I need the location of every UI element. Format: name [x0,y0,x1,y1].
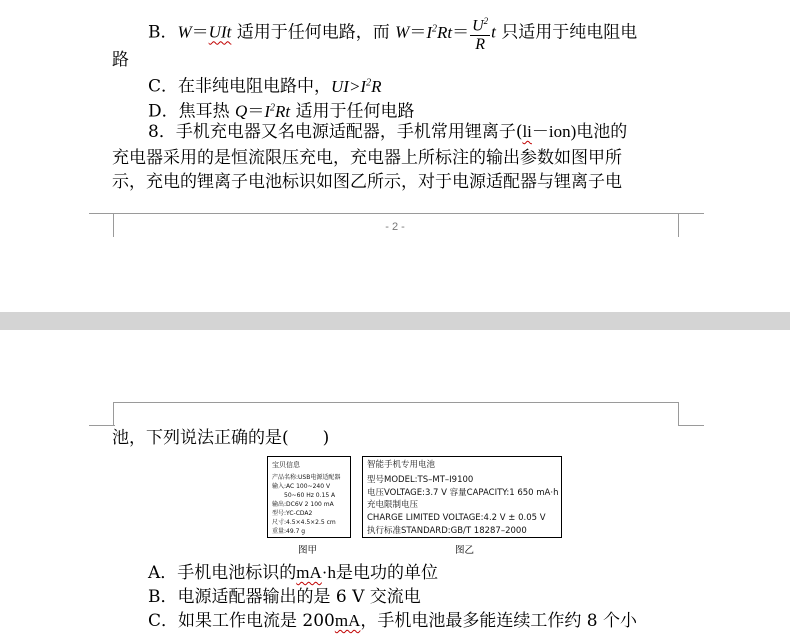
figure-a-line: 产品名称:USB电源适配器 [272,474,341,481]
option-b-letter: B． [148,22,178,43]
header-rule [113,402,679,403]
figure-b-title: 智能手机专用电池 [367,460,436,470]
equals-sign: ＝ [247,101,265,122]
formula-ui-gt-i2r: $UI>I^2R$ [331,76,382,96]
figure-a-line: 型号:YC-CDA2 [272,510,313,517]
footer-rule [113,213,679,214]
option-d-text: D．焦耳热 [148,101,230,122]
q8-text-a: 8．手机充电器又名电源适配器，手机常用锂离子( [148,122,523,142]
q8-li-word: li [522,122,532,141]
figure-b-line: 充电限制电压 [367,500,419,511]
page-number: - 2 - [385,221,405,233]
option-c2-unit: mA [334,611,361,630]
figure-a-title: 宝贝信息 [272,461,300,469]
option-b-text2: 只适用于纯电阻电 [501,22,638,43]
margin-mark-right [678,213,704,214]
header-mark-right-vertical [678,402,679,426]
margin-mark-left [89,213,115,214]
option-a-text1: A．手机电池标识的 [148,563,297,583]
figure-a-line: 尺寸:4.5×4.5×2.5 cm [272,519,336,526]
question-8-line1 [148,122,627,142]
page-gap [0,312,790,330]
option-c-text: C．在非纯电阻电路中， [148,76,332,97]
equals-sign: ＝ [452,22,470,43]
figure-a-line: 输入:AC 100~240 V [272,483,331,490]
figure-b-caption: 图乙 [455,545,475,556]
equals-sign: ＝ [409,22,427,43]
formula-i2rt-term: $I^2Rt$ [426,22,453,42]
figure-a-caption: 图甲 [298,545,318,556]
question-8-line2: 充电器采用的是恒流限压充电，充电器上所标注的输出参数如图甲所 [112,148,622,168]
figure-a-line: 50~60 Hz 0.15 A [272,492,336,499]
option-c2-line [148,611,637,631]
question-8-line4: 池，下列说法正确的是( ) [112,428,330,448]
option-a-unit: mA [296,563,322,582]
question-8-line3: 示，充电的锂离子电池标识如图乙所示，对于电源适配器与锂离子电 [112,172,622,192]
formula-uit-term: UIt [208,22,232,42]
figure-a-line: 输出:DC6V 2 100 mA [272,501,334,508]
figure-b-battery-label [362,456,562,538]
formula-q-term: $I^2Rt$ [264,101,291,121]
figure-b-line: 电压VOLTAGE:3.7 V 容量CAPACITY:1 650 mA·h [367,487,559,498]
option-a-line [148,563,438,583]
q8-text-c: －ion)电池的 [531,122,628,141]
figure-b-line: 执行标准STANDARD:GB/T 18287–2000 [367,525,527,536]
header-mark-left-vertical [113,402,114,426]
option-b-wrap: 路 [112,50,129,70]
formula-w-uit: W [177,22,192,42]
option-b2-line: B．电源适配器输出的是 6 V 交流电 [148,587,421,607]
formula-w-i2rt: W [395,22,410,42]
option-c-line [148,73,381,97]
figure-a-line: 重量:49.7 g [272,528,306,535]
margin-mark-right-vertical [678,213,679,237]
fraction-u2-over-r: $\frac{U^2}{R}$ [470,12,490,54]
header-mark-right [678,425,704,426]
figure-b-line: CHARGE LIMITED VOLTAGE:4.2 V ± 0.05 V [367,513,546,524]
figure-b-line: 型号MODEL:TS–MT–I9100 [367,474,474,485]
formula-q-i2rt: Q [235,101,248,121]
option-c2-text1: C．如果工作电流是 200 [148,611,335,631]
option-d-line [148,98,415,122]
header-mark-left [89,425,115,426]
option-c2-text2: ，手机电池最多能连续工作约 8 个小 [360,611,637,631]
option-d-tail: 适用于任何电路 [295,101,415,122]
option-a-unit-h: ·h [321,563,336,582]
option-a-text2: 是电功的单位 [335,563,438,583]
document-page-2 [0,0,790,312]
option-b-line [148,12,637,54]
margin-mark-left-vertical [113,213,114,237]
equals-sign: ＝ [191,22,209,42]
formula-t: t [491,22,496,42]
option-b-text1: 适用于任何电路，而 [236,22,390,43]
figure-a-charger-label [267,456,351,538]
